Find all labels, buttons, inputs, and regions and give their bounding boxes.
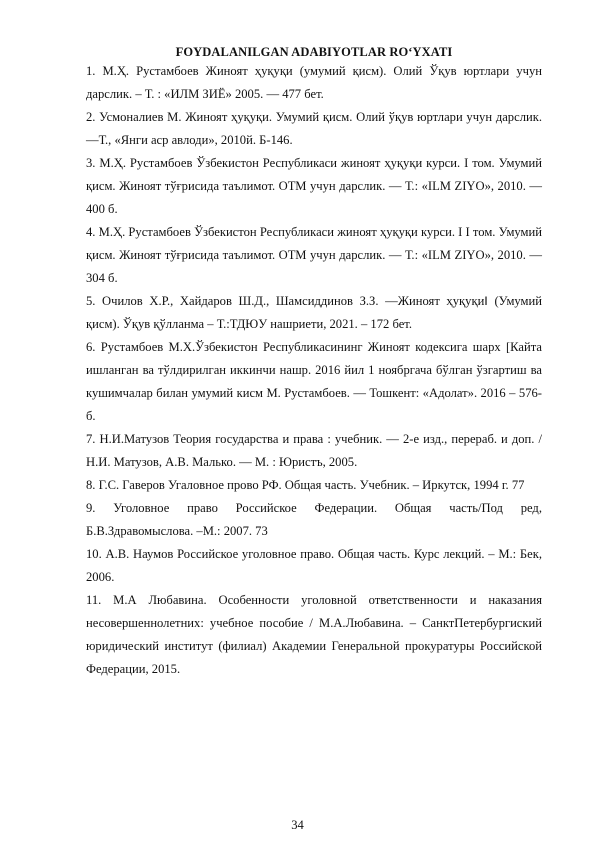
reference-item-4: 4. М.Ҳ. Рустамбоев Ўзбекистон Республикаси жиноят ҳуқуқи курси. I I том. Умумий қисм. Жиноят тўғрисида таълимот. ОТМ учун дарслик. — Т.: «ILM ZIYO», 2010. — 304 б. — [86, 225, 542, 285]
reference-list — [86, 60, 542, 681]
reference-item-3: 3. М.Ҳ. Рустамбоев Ўзбекистон Республикаси жиноят ҳуқуқи курси. I том. Умумий қисм. Жиноят тўғрисида таълимот. ОТМ учун дарслик. — Т.: «ILM ZIYO», 2010. — 400 б. — [86, 156, 542, 216]
reference-item-2: 2. Усмоналиев М. Жиноят ҳуқуқи. Умумий қисм. Олий ўқув юртлари учун дарслик.—Т., «Янги аср авлоди», 2010й. Б-146. — [86, 110, 542, 147]
reference-item-7: 7. Н.И.Матузов Теория государства и права : учебник. — 2-е изд., перераб. и доп. / Н.И. Матузов, А.В. Малько. — М. : Юристъ, 2005. — [86, 432, 542, 469]
bibliography-title: FOYDALANILGAN ADABIYOTLAR RO‘YXATI — [175, 45, 453, 59]
page-number: 34 — [291, 818, 304, 832]
reference-item-11: 11. М.А Любавина. Особенности уголовной ответственности и наказания несовершеннолетних: учебное пособие / М.А.Любавина. – СанктПетербургиский юридический институт (филиал) Академии Генеральной прокуратуры Российской Федерации, 2015. — [86, 593, 542, 676]
reference-item-9: 9. Уголовное право Российское Федерации. Общая часть/Под ред, Б.В.Здравомыслова. –М.: 2007. 73 — [86, 501, 542, 538]
reference-item-6: 6. Рустамбоев М.Х.Ўзбекистон Республикасининг Жиноят кодексига шарх [Кайта ишланган ва тўлдирилган иккинчи нашр. 2016 йил 1 ноябргача бўлган ўзгартиш ва кушимчалар билан умумий кисм М. Рустамбоев. — Тошкент: «Адолат». 2016 – 576-б. — [86, 340, 542, 423]
reference-item-8: 8. Г.С. Гаверов Угаловное прово РФ. Общая часть. Учебник. – Иркутск, 1994 г. 77 — [86, 478, 525, 492]
reference-item-10: 10. А.В. Наумов Российское уголовное право. Общая часть. Курс лекций. – М.: Бек, 2006. — [86, 547, 542, 584]
reference-item-1: 1. М.Ҳ. Рустамбоев Жиноят ҳуқуқи (умумий қисм). Олий Ўқув юртлари учун дарслик. – Т. : «ИЛМ ЗИЁ» 2005. — 477 бет. — [86, 64, 542, 101]
reference-item-5: 5. Очилов Х.Р., Хайдаров Ш.Д., Шамсиддинов З.З. ―Жиноят ҳуқуқи‖ (Умумий қисм). Ўқув қўлланма – Т.:ТДЮУ нашриети, 2021. – 172 бет. — [86, 294, 542, 331]
